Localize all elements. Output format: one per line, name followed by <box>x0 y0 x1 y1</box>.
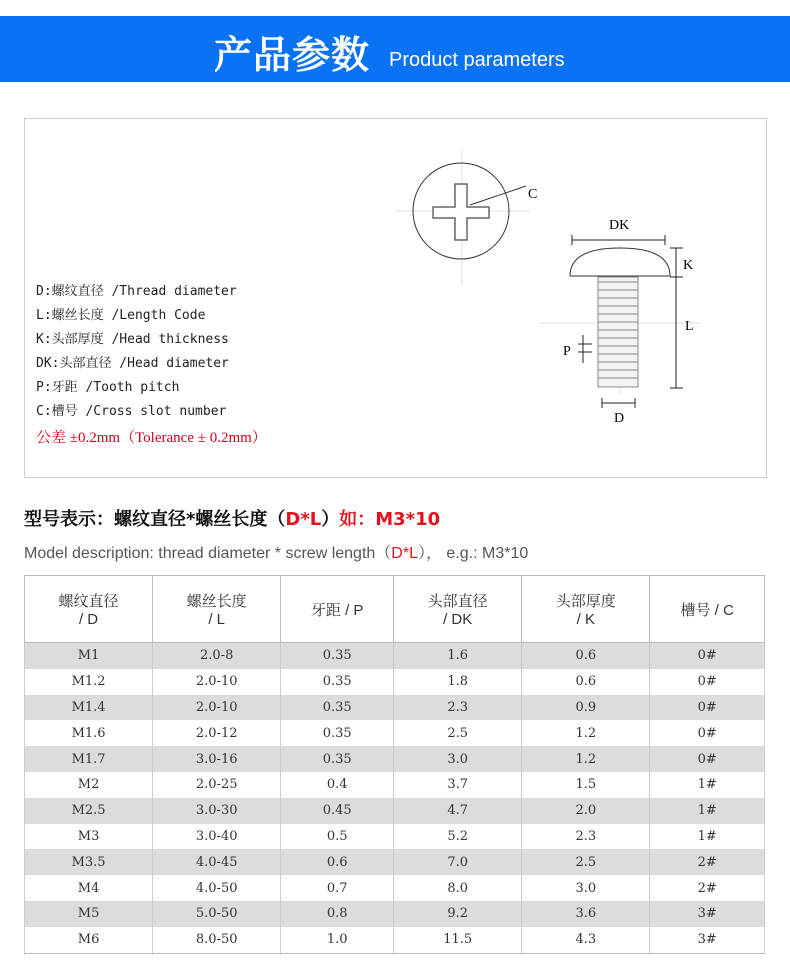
table-cell: 2.0 <box>522 798 650 824</box>
banner-title-en: Product parameters <box>389 49 565 71</box>
table-row <box>25 849 765 875</box>
table-row <box>25 669 765 695</box>
table-cell: 4.3 <box>522 927 650 953</box>
table-row <box>25 798 765 824</box>
table-cell: 2.0-12 <box>153 720 281 746</box>
table-cell: 2.0-25 <box>153 772 281 798</box>
table-cell: 3.0 <box>522 875 650 901</box>
table-cell: 2.0-10 <box>153 669 281 695</box>
legend-item: D:螺纹直径 /Thread diameter <box>36 284 237 299</box>
header-cn: 头部直径 <box>427 593 488 610</box>
model-description <box>24 540 528 563</box>
spec-table <box>24 575 765 954</box>
table-row <box>25 824 765 850</box>
table-cell: M6 <box>25 927 153 953</box>
label-l: L <box>685 319 694 334</box>
table-row <box>25 772 765 798</box>
table-cell: 0.45 <box>281 798 394 824</box>
table-cell: M1.2 <box>25 669 153 695</box>
header-symbol: / D <box>78 611 99 628</box>
table-cell: 0.8 <box>281 901 394 927</box>
table-cell: 0# <box>650 669 765 695</box>
table-cell: 1.8 <box>394 669 522 695</box>
table-cell: 3# <box>650 901 765 927</box>
table-cell: 3.0-16 <box>153 746 281 772</box>
label-p: P <box>563 344 571 359</box>
table-row <box>25 720 765 746</box>
model-title <box>24 505 440 531</box>
table-cell: M5 <box>25 901 153 927</box>
cross-slot <box>433 184 489 240</box>
table-cell: 9.2 <box>394 901 522 927</box>
table-cell: M1 <box>25 643 153 669</box>
table-cell: 2.3 <box>522 824 650 850</box>
table-cell: 2# <box>650 875 765 901</box>
screw-head <box>570 248 670 276</box>
dimension-legend <box>36 160 267 450</box>
header-symbol: / K <box>576 611 595 628</box>
model-desc-example: ）， e.g.: M3*10 <box>417 545 529 562</box>
table-cell: 0# <box>650 643 765 669</box>
table-cell: 0# <box>650 720 765 746</box>
label-dk: DK <box>609 218 630 233</box>
header-symbol: / L <box>208 611 226 628</box>
table-cell: 1# <box>650 824 765 850</box>
screw-thread <box>598 277 638 387</box>
table-cell: 0.5 <box>281 824 394 850</box>
table-cell: M2 <box>25 772 153 798</box>
table-cell: 4.0-45 <box>153 849 281 875</box>
table-cell: M1.6 <box>25 720 153 746</box>
table-cell: 0.7 <box>281 875 394 901</box>
column-header <box>281 576 394 643</box>
model-title-example: 如：M3*10 <box>339 509 441 530</box>
column-header <box>25 576 153 643</box>
table-row <box>25 643 765 669</box>
column-header <box>650 576 765 643</box>
table-cell: 1# <box>650 772 765 798</box>
header-cn: 头部厚度 <box>555 593 616 610</box>
table-cell: 2.5 <box>522 849 650 875</box>
legend-item: L:螺丝长度 /Length Code <box>36 308 206 323</box>
column-header <box>522 576 650 643</box>
table-cell: 0.35 <box>281 643 394 669</box>
legend-item: P:牙距 /Tooth pitch <box>36 380 180 395</box>
header-cn: 螺纹直径 <box>58 593 119 610</box>
table-cell: 0.4 <box>281 772 394 798</box>
table-cell: 2.0-10 <box>153 695 281 721</box>
table-cell: 3.0 <box>394 746 522 772</box>
label-k: K <box>683 258 694 273</box>
table-cell: 11.5 <box>394 927 522 953</box>
table-cell: 2.3 <box>394 695 522 721</box>
table-cell: 0.35 <box>281 695 394 721</box>
model-desc-text: Model description: thread diameter * screw length（ <box>24 545 392 562</box>
table-cell: 0.6 <box>281 849 394 875</box>
table-cell: M3 <box>25 824 153 850</box>
table-cell: 0.9 <box>522 695 650 721</box>
table-cell: 1# <box>650 798 765 824</box>
table-cell: M1.4 <box>25 695 153 721</box>
table-cell: 7.0 <box>394 849 522 875</box>
label-c: C <box>528 187 538 202</box>
table-cell: 0.6 <box>522 669 650 695</box>
table-cell: 8.0-50 <box>153 927 281 953</box>
table-cell: 1.6 <box>394 643 522 669</box>
header-cn: 槽号 / C <box>680 601 734 619</box>
table-cell: M2.5 <box>25 798 153 824</box>
table-cell: 1.5 <box>522 772 650 798</box>
table-cell: 0.35 <box>281 720 394 746</box>
table-row <box>25 875 765 901</box>
table-cell: 0.6 <box>522 643 650 669</box>
table-cell: 1.0 <box>281 927 394 953</box>
table-cell: 4.0-50 <box>153 875 281 901</box>
tolerance-note: 公差 ±0.2mm（Tolerance ± 0.2mm） <box>36 430 267 446</box>
banner-title-cn: 产品参数 <box>214 33 371 77</box>
header-cn: 牙距 / P <box>310 601 364 619</box>
table-cell: 3.0-30 <box>153 798 281 824</box>
table-row <box>25 695 765 721</box>
table-cell: 0.35 <box>281 669 394 695</box>
table-cell: 3.6 <box>522 901 650 927</box>
table-cell: 3.0-40 <box>153 824 281 850</box>
table-row <box>25 927 765 953</box>
label-d: D <box>614 411 625 426</box>
table-cell: 2# <box>650 849 765 875</box>
model-title-paren: ） <box>321 509 340 530</box>
table-cell: 3.7 <box>394 772 522 798</box>
table-cell: 4.7 <box>394 798 522 824</box>
table-cell: M1.7 <box>25 746 153 772</box>
table-cell: 8.0 <box>394 875 522 901</box>
legend-item: K:头部厚度 /Head thickness <box>36 332 229 347</box>
model-title-text: 型号表示：螺纹直径*螺丝长度（ <box>24 509 286 530</box>
legend-item: C:槽号 /Cross slot number <box>36 404 227 419</box>
table-row <box>25 901 765 927</box>
table-cell: 2.0-8 <box>153 643 281 669</box>
table-cell: 1.2 <box>522 720 650 746</box>
column-header <box>394 576 522 643</box>
model-desc-dl: D*L <box>391 545 418 562</box>
column-header <box>153 576 281 643</box>
table-cell: 5.0-50 <box>153 901 281 927</box>
table-cell: 1.2 <box>522 746 650 772</box>
table-cell: M3.5 <box>25 849 153 875</box>
table-cell: 0# <box>650 746 765 772</box>
table-cell: 5.2 <box>394 824 522 850</box>
legend-item: DK:头部直径 /Head diameter <box>36 356 229 371</box>
table-cell: M4 <box>25 875 153 901</box>
table-cell: 3# <box>650 927 765 953</box>
model-title-dl: D*L <box>285 509 322 530</box>
header-symbol: / DK <box>443 611 473 628</box>
table-row <box>25 746 765 772</box>
table-cell: 0# <box>650 695 765 721</box>
table-cell: 2.5 <box>394 720 522 746</box>
header-cn: 螺丝长度 <box>186 593 247 610</box>
table-cell: 0.35 <box>281 746 394 772</box>
